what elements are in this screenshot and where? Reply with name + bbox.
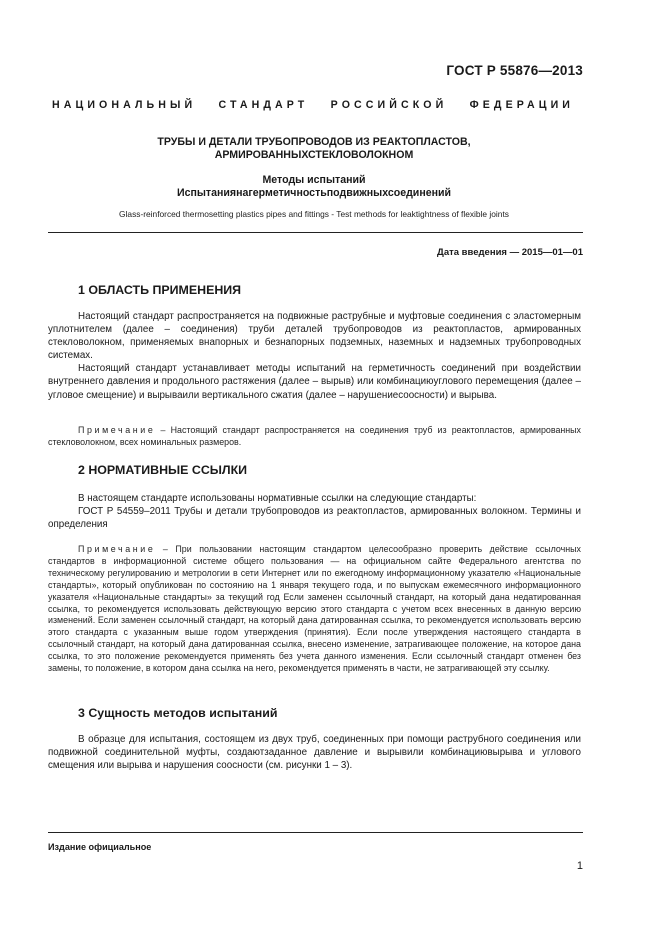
section-1-body [48, 310, 581, 402]
subtitle-line-2: Испытаниянагерметичностьподвижныхсоединений [176, 186, 452, 199]
document-title [52, 136, 576, 161]
section-2-paragraph-2: ГОСТ Р 54559–2011 Трубы и детали трубопроводов из реактопластов, армированных волокном. Термины и определения [48, 506, 581, 531]
document-subtitle [52, 174, 576, 199]
note-label: Примечание [78, 544, 156, 554]
subtitle-line-1: Методы испытаний [262, 174, 366, 186]
section-2-heading: 2 НОРМАТИВНЫЕ ССЫЛКИ [78, 463, 248, 477]
note-label: Примечание [78, 425, 156, 435]
section-1-paragraph-2: Настоящий стандарт устанавливает методы испытаний на герметичность соединений при воздействии внутреннего давления и продольного растяжения (далее – вырыв) или комбинациюуглового перемещения (далее – угловое смещение) и вырываили вертикального сжатия (далее – нарушениесоосности) и вырыва. [48, 363, 581, 401]
standard-banner: НАЦИОНАЛЬНЫЙ СТАНДАРТ РОССИЙСКОЙ ФЕДЕРАЦИИ [52, 99, 574, 111]
section-3-paragraph-1: В образце для испытания, состоящем из двух труб, соединенных при помощи раструбного соединения или подвижной соединительной муфты, создаютзаданное давление и вырывили комбинациювырыва и углового смещения или вырыва и нарушения соосности (см. рисунки 1 – 3). [48, 734, 581, 772]
section-2-body [48, 492, 581, 531]
footer-divider [48, 832, 583, 833]
section-3-heading: 3 Сущность методов испытаний [78, 706, 278, 720]
section-1-paragraph-1: Настоящий стандарт распространяется на подвижные раструбные и муфтовые соединения с эластомерным уплотнителем (далее – соединения) труби деталей трубопроводов из реактопластов, армированных стекловолокном, применяемых внапорных и безнапорных подземных, наземных и надземных трубопроводных системах. [48, 311, 581, 362]
note-text: – При пользовании настоящим стандартом целесообразно проверить действие ссылочных стандартов в информационной системе общего пользования — на официальном сайте Федерального агентства по техническому регулированию и метрологии в сети Интернет или по ежегодному информационному указателю «Национальные стандарты», который опубликован по состоянию на 1 января текущего года, и по выпускам ежемесячного информационного указателя «Национальные стандарты» за текущий год Если заменен ссылочный стандарт, на который дана недатированная ссылка, то рекомендуется использовать действующую версию этого стандарта с учетом всех внесенных в данную версию изменений. Если заменен ссылочный стандарт, на который дана датированная ссылка, то рекомендуется использовать версию этого стандарта с указанным выше годом утверждения (принятия). Если после утверждения настоящего стандарта в ссылочный стандарт, на который дана датированная ссылка, внесено изменение, затрагивающее положение, на которое дана ссылка, то это положение рекомендуется применять без учета данного изменения. Если ссылочный стандарт отменен без замены, то положение, в котором дана ссылка на него, рекомендуется применять в части, не затрагивающей эту ссылку. [48, 544, 581, 674]
section-1-heading: 1 ОБЛАСТЬ ПРИМЕНЕНИЯ [78, 283, 242, 297]
title-line-2: АРМИРОВАННЫХСТЕКЛОВОЛОКНОМ [214, 148, 414, 161]
title-line-1: ТРУБЫ И ДЕТАЛИ ТРУБОПРОВОДОВ ИЗ РЕАКТОПЛАСТОВ, [157, 136, 471, 148]
section-3-body [48, 733, 581, 772]
note-text: – Настоящий стандарт распространяется на соединения труб из реактопластов, армированных стекловолокном, всех номинальных размеров. [48, 425, 581, 447]
section-1-note [48, 425, 581, 449]
english-title: Glass-reinforced thermosetting plastics pipes and fittings - Test methods for leaktightness of flexible joints [119, 209, 509, 219]
header-divider [48, 232, 583, 233]
edition-label: Издание официальное [48, 842, 152, 852]
section-2-paragraph-1: В настоящем стандарте использованы нормативные ссылки на следующие стандарты: [78, 493, 477, 504]
intro-date: Дата введения — 2015—01—01 [437, 247, 583, 258]
page-number: 1 [576, 860, 583, 872]
section-2-note [48, 544, 581, 675]
gost-number: ГОСТ Р 55876—2013 [446, 63, 583, 78]
